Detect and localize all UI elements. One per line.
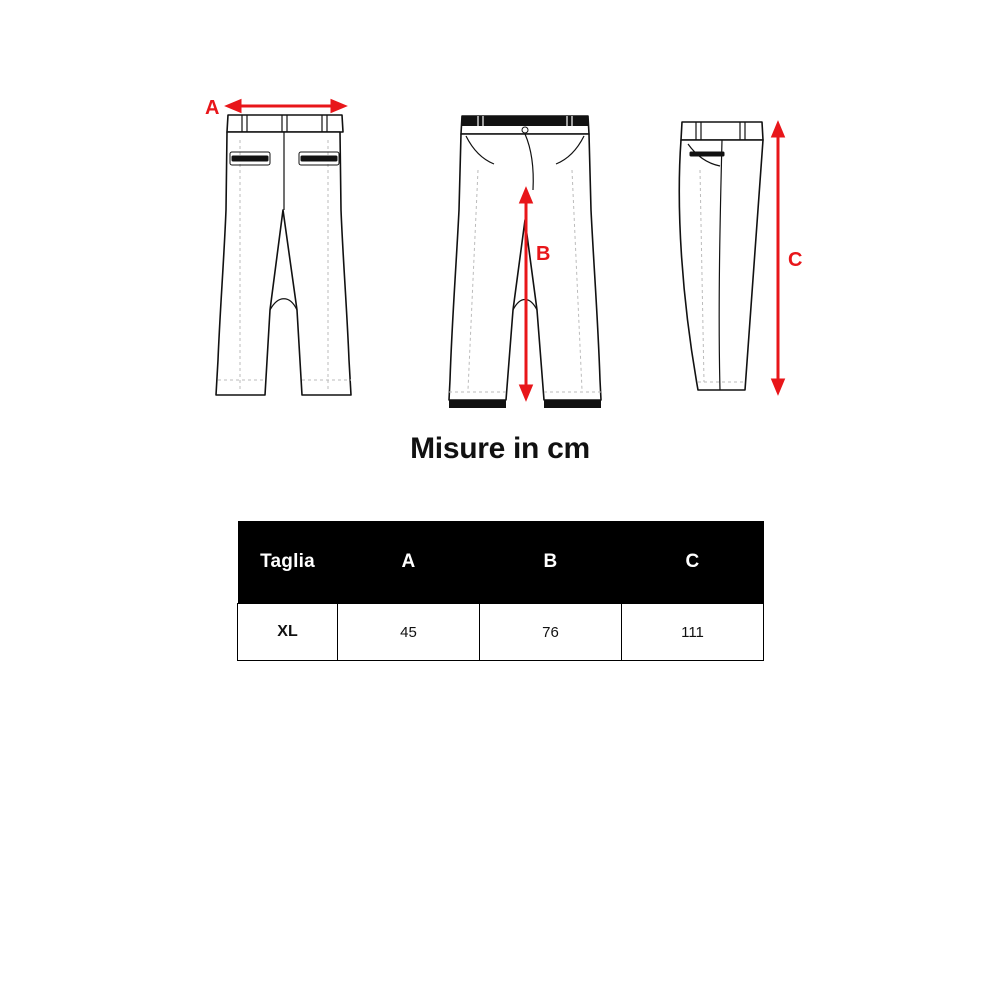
trousers-front-illustration bbox=[430, 60, 630, 420]
header-a: A bbox=[338, 521, 480, 604]
header-taglia: Taglia bbox=[238, 521, 338, 604]
size-table-wrapper bbox=[237, 521, 763, 661]
header-b: B bbox=[480, 521, 622, 604]
table-header-row bbox=[238, 521, 764, 604]
size-table-body bbox=[238, 604, 764, 661]
table-row bbox=[238, 604, 764, 661]
measurement-unit-caption: Misure in cm bbox=[410, 432, 590, 465]
trousers-back-illustration bbox=[170, 60, 400, 420]
figure-front-view bbox=[430, 60, 630, 425]
measure-label-b: B bbox=[536, 243, 551, 265]
figure-side-view bbox=[660, 60, 850, 425]
measure-label-a: A bbox=[205, 97, 220, 119]
cell-size: XL bbox=[238, 604, 338, 661]
cell-c: 111 bbox=[622, 604, 764, 661]
garment-diagrams bbox=[0, 60, 1000, 420]
size-table-head bbox=[238, 521, 764, 604]
trousers-side-illustration bbox=[660, 60, 850, 420]
cell-b: 76 bbox=[480, 604, 622, 661]
figure-back-view bbox=[170, 60, 400, 425]
cell-a: 45 bbox=[338, 604, 480, 661]
header-c: C bbox=[622, 521, 764, 604]
size-table bbox=[237, 521, 764, 661]
measure-label-c: C bbox=[788, 249, 803, 271]
